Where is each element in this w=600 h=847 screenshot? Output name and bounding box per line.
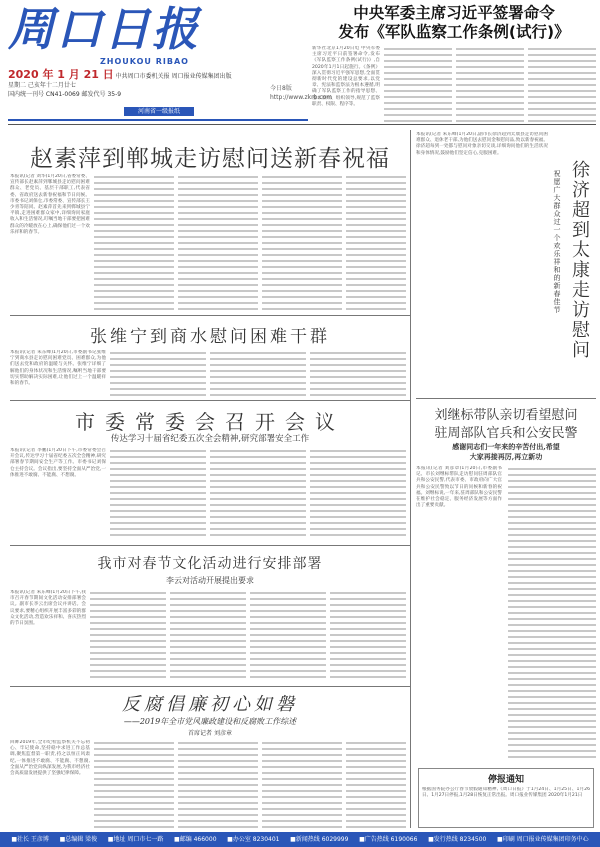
article-committee-col3 bbox=[210, 448, 306, 540]
article-committee-col4 bbox=[310, 448, 406, 540]
article-culture-col2 bbox=[90, 590, 166, 682]
article-culture-col4 bbox=[250, 590, 326, 682]
article-zhang-title: 张维宁到商水慰问困难干群 bbox=[90, 327, 330, 347]
date-line: 2020 年 1 月 21 日 中共周口市委机关报 周口报业传媒集团出版 bbox=[8, 68, 232, 81]
article-xu-text: 本报讯(记者 朱东峰)1月20日,副市长徐济超到太康县走访慰问困难群众、退休老干部,为他们送去慰问金和慰问品,致以新春祝福。徐济超每到一处都与慰问对象亲切交谈,详细询问他们的生活状况和身体情况,鼓励他们坚定信心,克服困难。 bbox=[416, 132, 548, 156]
article-liu-title-1: 刘继标带队亲切看望慰问 bbox=[434, 408, 578, 423]
header-divider bbox=[8, 124, 596, 125]
article-liu-col2 bbox=[508, 466, 596, 762]
article-xu-subtitle: 祝愿广大群众过一个欢乐祥和的新春佳节 bbox=[553, 170, 561, 314]
article-anticorrupt-col2 bbox=[94, 740, 174, 828]
publication-code: 国内统一刊号 CN41-0069 邮发代号 35-9 bbox=[8, 91, 122, 98]
footer-bar bbox=[0, 832, 600, 847]
edition-count: 今日8版 bbox=[270, 85, 292, 92]
masthead-info bbox=[8, 70, 288, 99]
article-culture-text: 本报讯(记者 朱东峰)1月20日下午,我市召开春节期间文化活动安排部署会议。副市长李云出席会议并讲话。会议要求,要精心组织开展丰富多彩的群众文化活动,营造欢乐祥和、喜庆热烈的节日氛围。 bbox=[10, 590, 86, 627]
weekday-line: 星期二 己亥年十二月廿七 bbox=[8, 82, 76, 89]
top-story-body bbox=[312, 46, 596, 122]
article-anticorrupt-col3 bbox=[178, 740, 258, 828]
footer-item: ■发行热线 8234500 bbox=[428, 836, 487, 843]
top-story-continued bbox=[384, 46, 452, 122]
article-culture-col5 bbox=[330, 590, 406, 682]
footer-item: ■邮编 466000 bbox=[174, 836, 217, 843]
article-zhao-col3 bbox=[178, 174, 258, 312]
top-story-text: 新华社北京1月20日电 中央军委主席习近平日前签署命令,发布《军队监察工作条例(试行)》,自2020年1月1日起施行。《条例》深入贯彻习近平强军思想,全面贯彻新时代党的建设总要求,以党章、宪法和监察法为根本遵循,明确了军队监察工作的指导思想、基本原则、组织领导,规范了监察职责、权限、程序等。 bbox=[312, 46, 380, 107]
divider-3 bbox=[10, 545, 410, 546]
notice-text: 根据国务院办公厅春节放假通知精神,《周口日报》于1月24日、1月25日、1月26日、1月27日停报,1月28日恢复正常出报。周口报业传媒集团 2020年1月21日 bbox=[422, 787, 590, 799]
divider-right-1 bbox=[416, 398, 596, 399]
notice-box bbox=[418, 768, 594, 828]
top-headline: 中央军委主席习近平签署命令 发布《军队监察工作条例(试行)》 bbox=[338, 4, 570, 41]
article-zhao-title: 赵素萍到郸城走访慰问送新春祝福 bbox=[30, 146, 390, 172]
article-zhao-col2 bbox=[94, 174, 174, 312]
divider-2 bbox=[10, 400, 410, 401]
article-zhang-col4 bbox=[310, 350, 406, 396]
notice-title: 停报通知 bbox=[487, 775, 524, 785]
top-story-continued-2 bbox=[456, 46, 524, 122]
article-culture-subtitle: 李云对活动开展提出要求 bbox=[166, 576, 254, 585]
article-committee-subtitle: 传达学习十届省纪委五次全会精神,研究部署安全工作 bbox=[110, 434, 310, 444]
footer-item: ■地址 周口市七一路 bbox=[107, 836, 164, 843]
divider-1 bbox=[10, 315, 410, 316]
article-committee-title: 市委常委会召开会议 bbox=[75, 410, 345, 434]
article-liu-subtitle-2: 大家再接再厉,再立新功 bbox=[469, 452, 543, 461]
article-zhao-col5 bbox=[346, 174, 406, 312]
footer-item: ■新闻热线 6029999 bbox=[290, 836, 349, 843]
masthead-rule bbox=[8, 119, 308, 121]
article-anticorrupt-title: 反腐倡廉初心如磐 bbox=[122, 694, 298, 715]
article-liu-text: 本报讯(记者 刘彦章)1月20日,市委副书记、市长刘继标带队走访慰问驻周部队官兵和公安民警,代表市委、市政府向广大官兵和公安民警致以节日的问候和新春的祝福。刘继标说,一年来,驻周部队和公安民警在维护社会稳定、服务经济发展等方面作出了重要贡献。 bbox=[416, 466, 502, 509]
article-zhang-text: 本报讯(记者 朱东峰)1月20日,市委副书记张维宁到商水县走访慰问困难党员、困难群众,为他们送去党和政府的温暖与关怀。张维宁详细了解他们的身体状况和生活情况,嘱咐当地干部要切实帮助解决实际困难,让他们过上一个温暖祥和的春节。 bbox=[10, 350, 106, 387]
article-zhao-col4 bbox=[262, 174, 342, 312]
article-culture-col3 bbox=[170, 590, 246, 682]
honor-badge: 河南省一级报纸 bbox=[124, 107, 194, 116]
newspaper-logo: 周口日报 bbox=[8, 2, 200, 56]
column-divider bbox=[410, 130, 411, 828]
article-culture-title: 我市对春节文化活动进行安排部署 bbox=[97, 556, 323, 572]
article-zhang-col3 bbox=[210, 350, 306, 396]
masthead-extra bbox=[270, 84, 333, 102]
article-anticorrupt-subtitle: ——2019年全市党风廉政建设和反腐败工作综述 bbox=[123, 717, 297, 726]
article-committee-col2 bbox=[110, 448, 206, 540]
website-url: http://www.zkrb.com bbox=[270, 94, 333, 101]
article-liu-subtitle-1: 感谢同志们一年来的辛苦付出,希望 bbox=[452, 442, 560, 451]
article-xu-title: 徐济超到太康走访慰问 bbox=[569, 160, 590, 360]
article-anticorrupt-col4 bbox=[262, 740, 342, 828]
article-zhang-col2 bbox=[110, 350, 206, 396]
article-committee-text: 本报讯(记者 李鹏)1月20日下午,市委常委会召开会议,传达学习十届省纪委五次全会精神,研究部署春节期间安全生产等工作。市委书记刘保仓主持会议。会议指出,要坚持全面从严治党,一体推进不敢腐、不能腐、不想腐。 bbox=[10, 448, 106, 478]
article-anticorrupt-text: 回眸2019年,全市纪检监察机关不忘初心、牢记使命,坚持稳中求进工作总基调,聚焦监督第一职责,持之以恒正风肃纪,一体推进不敢腐、不能腐、不想腐,全面从严治党向纵深发展,为我市经济社会高质量发展提供了坚强纪律保障。 bbox=[10, 740, 90, 777]
footer-item: ■印刷 周口报业传媒集团印务中心 bbox=[497, 836, 589, 843]
footer-item: ■办公室 8230401 bbox=[227, 836, 280, 843]
footer-item: ■社长 王彦博 bbox=[11, 836, 49, 843]
divider-4 bbox=[10, 686, 410, 687]
article-anticorrupt-byline: 首席记者 刘彦章 bbox=[188, 730, 232, 737]
footer-item: ■总编辑 梁俊 bbox=[59, 836, 98, 843]
article-zhao-text: 本报讯(记者 刘华)1月20日,省委常委、宣传部长赵素萍到郸城县走访慰问困难群众、老党员、基层干部职工,代表省委、省政府送去新春祝福和节日问候。市委书记刘保仓,市委常委、宣传部长王少青等陪同。赵素萍首先来到郸城县宁平镇,走进困难群众家中,详细询问家庭收入和生活情况,叮嘱当地干部要把困难群众的冷暖放在心上,确保他们过一个欢乐祥和的春节。 bbox=[10, 174, 90, 235]
footer-item: ■广告热线 6190066 bbox=[359, 836, 418, 843]
top-story-continued-3 bbox=[528, 46, 596, 122]
article-anticorrupt-col5 bbox=[346, 740, 406, 828]
newspaper-pinyin: ZHOUKOU RIBAO bbox=[100, 57, 189, 66]
article-liu-title-2: 驻周部队官兵和公安民警 bbox=[434, 426, 578, 441]
